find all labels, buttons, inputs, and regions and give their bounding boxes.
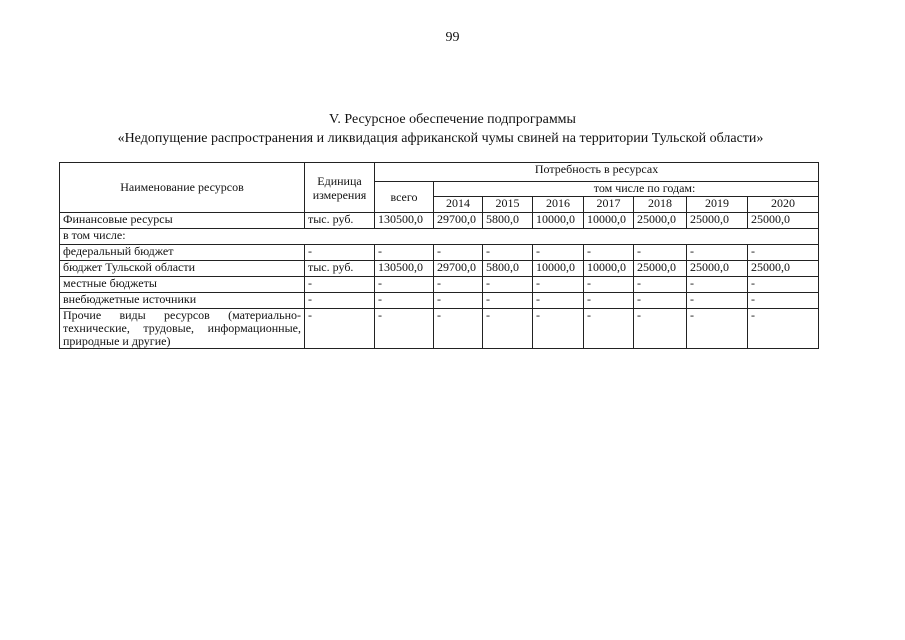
row-value: - xyxy=(748,293,819,309)
header-total: всего xyxy=(375,182,434,213)
table-row-others xyxy=(60,309,819,349)
row-value: 25000,0 xyxy=(687,213,748,229)
resource-table xyxy=(59,162,819,349)
row-value: 10000,0 xyxy=(533,261,584,277)
row-value: - xyxy=(533,309,584,349)
row-value: - xyxy=(483,245,533,261)
row-unit: тыс. руб. xyxy=(305,261,375,277)
row-value: - xyxy=(634,293,687,309)
row-value: 10000,0 xyxy=(584,261,634,277)
row-total: - xyxy=(375,245,434,261)
row-name: в том числе: xyxy=(60,229,819,245)
row-total: - xyxy=(375,293,434,309)
row-value: - xyxy=(687,277,748,293)
row-value: - xyxy=(634,245,687,261)
row-value: - xyxy=(533,293,584,309)
row-value: 25000,0 xyxy=(634,213,687,229)
row-value: 29700,0 xyxy=(434,261,483,277)
row-value: - xyxy=(483,293,533,309)
table-row-including xyxy=(60,229,819,245)
row-value: - xyxy=(584,309,634,349)
row-total: - xyxy=(375,309,434,349)
row-unit: - xyxy=(305,309,375,349)
row-value: - xyxy=(483,309,533,349)
row-total: - xyxy=(375,277,434,293)
header-year: 2015 xyxy=(483,197,533,213)
row-unit: - xyxy=(305,277,375,293)
header-name: Наименование ресурсов xyxy=(60,163,305,213)
header-unit: Единица измерения xyxy=(305,163,375,213)
row-value: - xyxy=(533,245,584,261)
row-name: внебюджетные источники xyxy=(60,293,305,309)
header-year: 2016 xyxy=(533,197,584,213)
header-by-years: том числе по годам: xyxy=(434,182,819,197)
row-value: 5800,0 xyxy=(483,213,533,229)
row-value: - xyxy=(687,293,748,309)
row-unit: тыс. руб. xyxy=(305,213,375,229)
row-name: бюджет Тульской области xyxy=(60,261,305,277)
row-value: - xyxy=(634,309,687,349)
row-value: - xyxy=(434,245,483,261)
row-value: 29700,0 xyxy=(434,213,483,229)
row-value: - xyxy=(748,245,819,261)
header-year: 2020 xyxy=(748,197,819,213)
row-unit: - xyxy=(305,245,375,261)
row-value: 10000,0 xyxy=(533,213,584,229)
row-value: - xyxy=(687,309,748,349)
row-unit: - xyxy=(305,293,375,309)
header-year: 2017 xyxy=(584,197,634,213)
row-name: Прочие виды ресурсов (материально-технические, трудовые, информационные, природные и другие) xyxy=(60,309,305,349)
row-value: - xyxy=(634,277,687,293)
row-value: - xyxy=(748,277,819,293)
row-value: 25000,0 xyxy=(748,261,819,277)
row-value: - xyxy=(584,277,634,293)
header-year: 2014 xyxy=(434,197,483,213)
row-name: местные бюджеты xyxy=(60,277,305,293)
row-value: - xyxy=(434,293,483,309)
row-total: 130500,0 xyxy=(375,213,434,229)
row-value: - xyxy=(748,309,819,349)
table-row-extrabudget xyxy=(60,293,819,309)
table-row-local xyxy=(60,277,819,293)
row-value: 5800,0 xyxy=(483,261,533,277)
row-value: - xyxy=(434,309,483,349)
row-value: 25000,0 xyxy=(687,261,748,277)
page-number: 99 xyxy=(445,30,460,45)
row-value: 25000,0 xyxy=(748,213,819,229)
table-row-regional xyxy=(60,261,819,277)
header-need: Потребность в ресурсах xyxy=(375,163,819,182)
header-year: 2018 xyxy=(634,197,687,213)
row-value: - xyxy=(584,293,634,309)
row-value: 25000,0 xyxy=(634,261,687,277)
row-value: - xyxy=(434,277,483,293)
row-value: - xyxy=(483,277,533,293)
table-row-financial xyxy=(60,213,819,229)
row-value: - xyxy=(584,245,634,261)
header-row-1 xyxy=(60,163,819,182)
row-name: Финансовые ресурсы xyxy=(60,213,305,229)
row-name: федеральный бюджет xyxy=(60,245,305,261)
row-value: - xyxy=(687,245,748,261)
row-total: 130500,0 xyxy=(375,261,434,277)
row-value: 10000,0 xyxy=(584,213,634,229)
section-title: V. Ресурсное обеспечение подпрограммы xyxy=(329,112,576,127)
subprogram-title: «Недопущение распространения и ликвидация африканской чумы свиней на территории Тульской области» xyxy=(117,131,764,146)
header-year: 2019 xyxy=(687,197,748,213)
table-row-federal xyxy=(60,245,819,261)
row-value: - xyxy=(533,277,584,293)
